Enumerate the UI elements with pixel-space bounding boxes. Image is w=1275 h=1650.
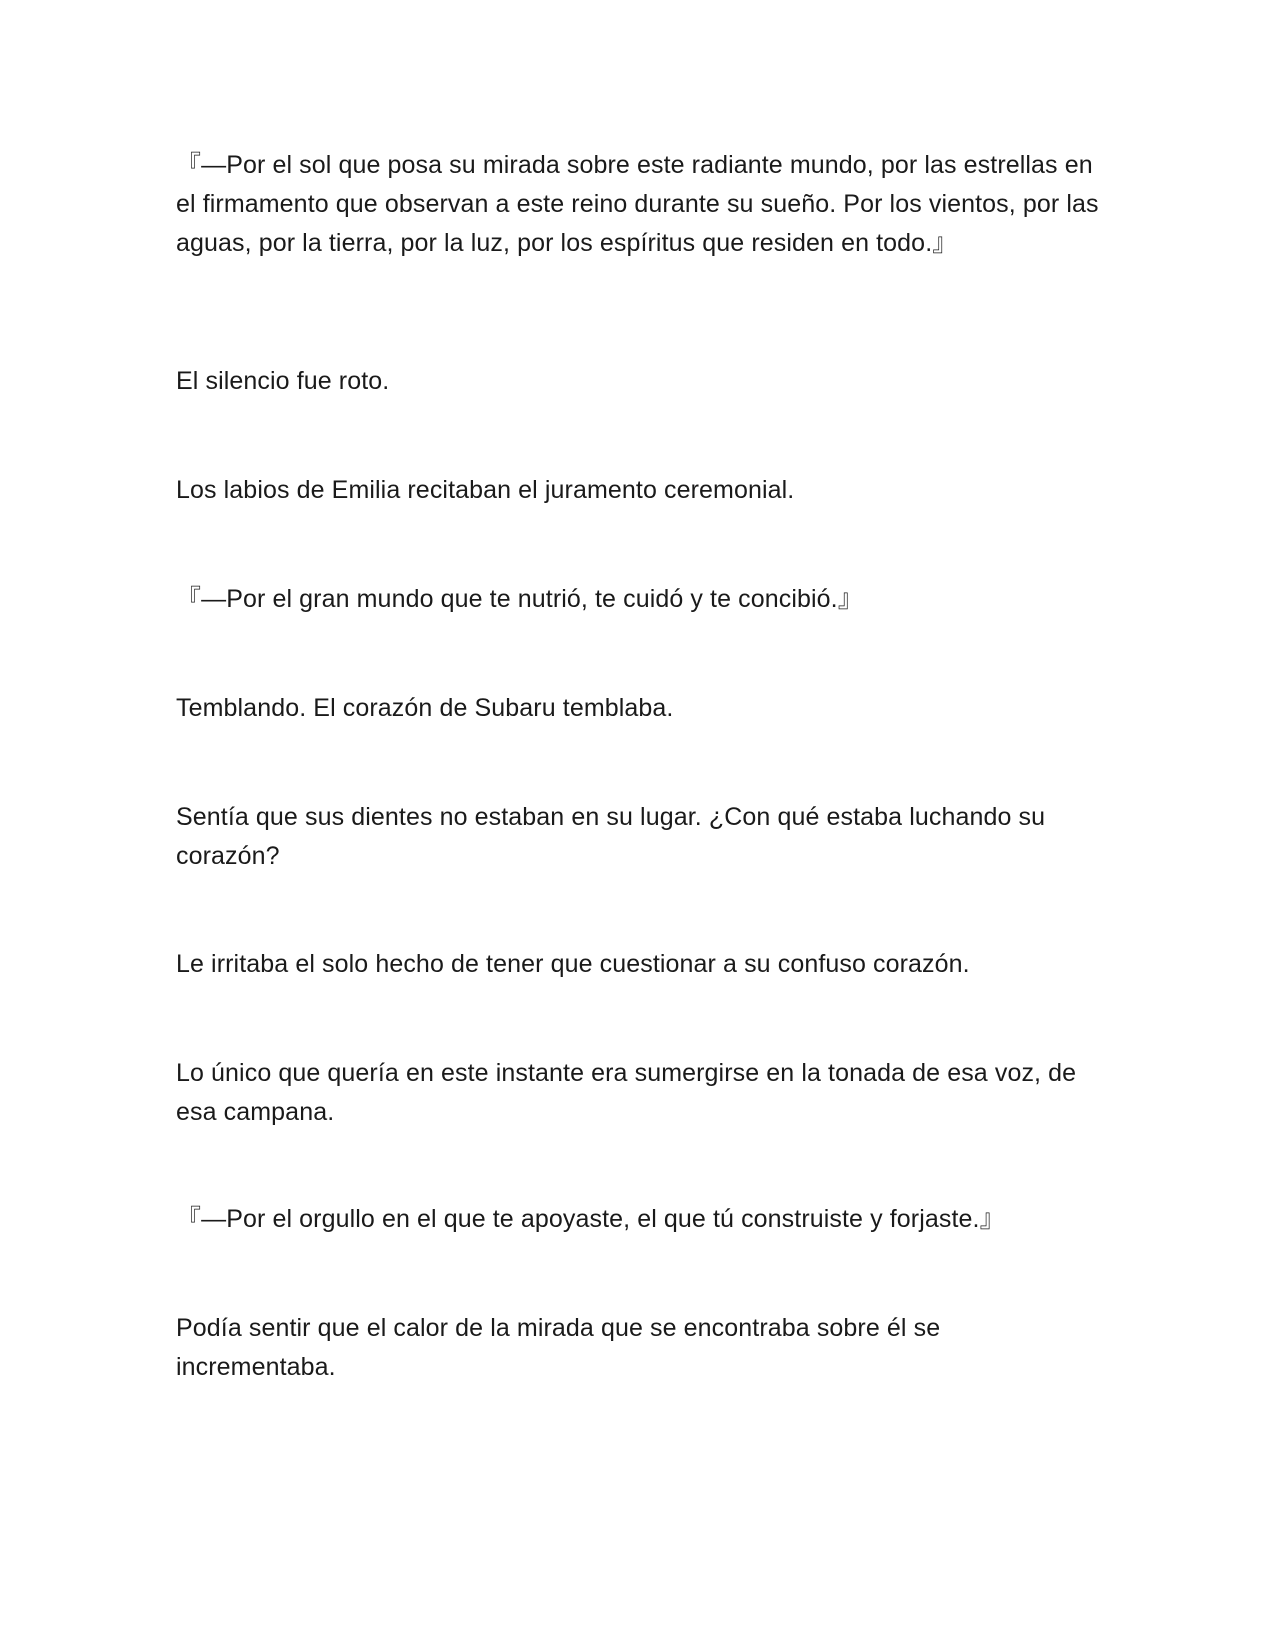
paragraph-1: El silencio fue roto. xyxy=(176,367,390,395)
paragraph-4: Sentía que sus dientes no estaban en su lugar. ¿Con qué estaba luchando su corazón? xyxy=(176,803,1046,870)
paragraph-oath-3: 『—Por el orgullo en el que te apoyaste, el que tú construiste y forjaste.』 xyxy=(176,1205,1005,1233)
paragraph-3: Temblando. El corazón de Subaru temblaba. xyxy=(176,694,674,722)
paragraph-2: Los labios de Emilia recitaban el juramento ceremonial. xyxy=(176,476,795,504)
paragraph-7: Podía sentir que el calor de la mirada que se encontraba sobre él se incrementaba. xyxy=(176,1314,941,1381)
paragraph-5: Le irritaba el solo hecho de tener que cuestionar a su confuso corazón. xyxy=(176,950,970,978)
paragraph-oath-1: 『—Por el sol que posa su mirada sobre este radiante mundo, por las estrellas en el firmamento que observan a este reino durante su sueño. Por los vientos, por las aguas, por la tierra, por la luz, por los espíritus que residen en todo.』 xyxy=(176,151,1099,257)
paragraph-oath-2: 『—Por el gran mundo que te nutrió, te cuidó y te concibió.』 xyxy=(176,585,863,613)
paragraph-6: Lo único que quería en este instante era sumergirse en la tonada de esa voz, de esa campana. xyxy=(176,1059,1077,1126)
